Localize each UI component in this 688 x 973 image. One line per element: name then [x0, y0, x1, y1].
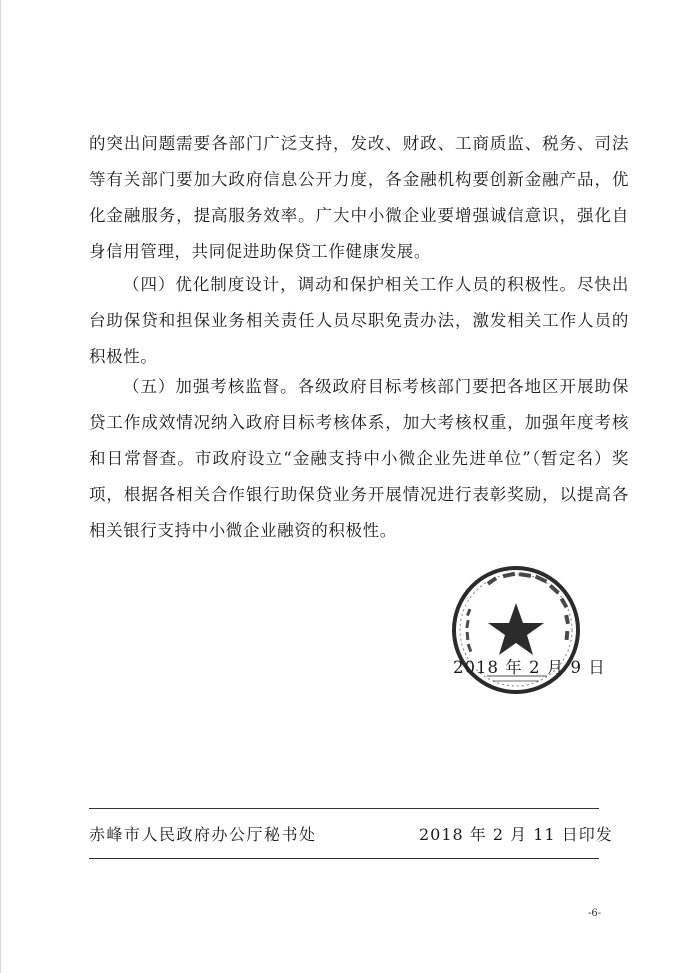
footer-divider-bottom — [89, 858, 599, 859]
body-paragraph-1: 的突出问题需要各部门广泛支持，发改、财政、工商质监、税务、司法等有关部门要加大政府信息公开力度，各金融机构要创新金融产品，优化金融服务，提高服务效率。广大中小微企业要增强诚信意识，强化自身信用管理，共同促进助保贷工作健康发展。 — [89, 134, 629, 261]
body-paragraph-3: （五）加强考核监督。各级政府目标考核部门要把各地区开展助保贷工作成效情况纳入政府目标考核体系，加大考核权重，加强年度考核和日常督查。市政府设立“金融支持中小微企业先进单位”（暂定名）奖项，根据各相关合作银行助保贷业务开展情况进行表彰奖励，以提高各相关银行支持中小微企业融资的积极性。 — [89, 377, 629, 540]
footer-issue-date: 2018 年 2 月 11 日印发 — [419, 825, 613, 844]
body-paragraph-2: （四）优化制度设计，调动和保护相关工作人员的积极性。尽快出台助保贷和担保业务相关责任人员尽职免责办法，激发相关工作人员的积极性。 — [89, 275, 629, 366]
footer-issuer: 赤峰市人民政府办公厅秘书处 — [89, 825, 317, 844]
page-number: -6- — [588, 908, 602, 919]
footer-divider-top — [89, 808, 599, 809]
seal-date: 2018 年 2 月 9 日 — [453, 658, 606, 677]
